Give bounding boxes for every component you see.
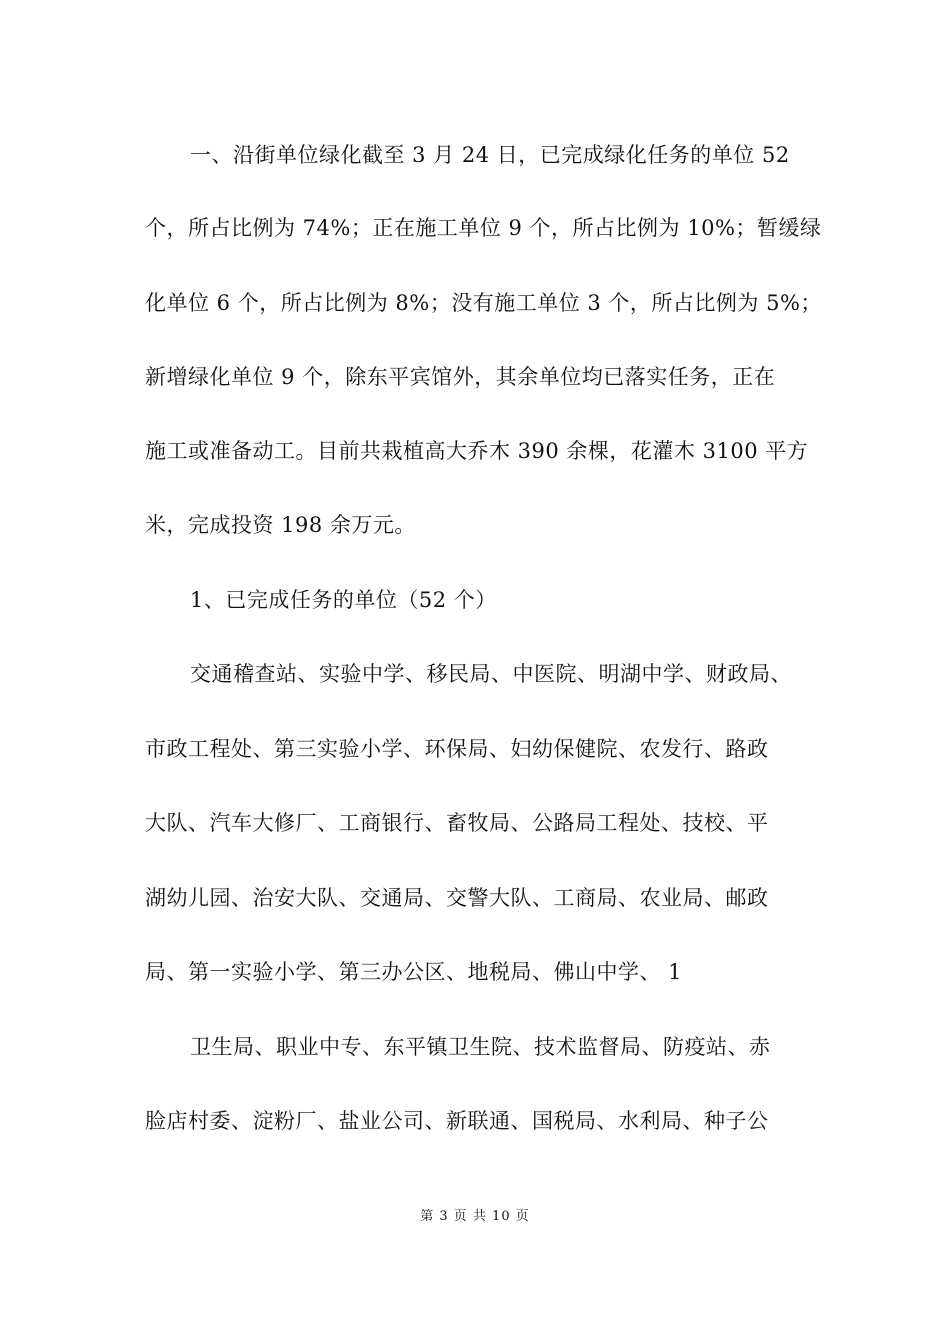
paragraph-1-line-1: 一、沿街单位绿化截至 3 月 24 日，已完成绿化任务的单位 52 [190, 143, 790, 167]
unit-list-line-5: 局、第一实验小学、第三办公区、地税局、佛山中学、 1 [145, 960, 683, 984]
page-number-footer: 第 3 页 共 10 页 [420, 1209, 530, 1224]
unit-list-line-4: 湖幼儿园、治安大队、交通局、交警大队、工商局、农业局、邮政 [145, 886, 769, 910]
paragraph-1-line-2: 个，所占比例为 74%；正在施工单位 9 个，所占比例为 10%；暂缓绿 [145, 216, 822, 240]
section-heading-completed-units: 1、已完成任务的单位（52 个） [190, 588, 497, 612]
paragraph-1-line-4: 新增绿化单位 9 个，除东平宾馆外，其余单位均已落实任务，正在 [145, 365, 776, 389]
unit-list-2-line-1: 卫生局、职业中专、东平镇卫生院、技术监督局、防疫站、赤 [190, 1035, 771, 1059]
unit-list-2-line-2: 脸店村委、淀粉厂、盐业公司、新联通、国税局、水利局、种子公 [145, 1109, 769, 1133]
paragraph-1-line-5: 施工或准备动工。目前共栽植高大乔木 390 余棵，花灌木 3100 平方 [145, 439, 809, 463]
paragraph-1-line-6: 米，完成投资 198 余万元。 [145, 513, 416, 537]
paragraph-1-line-3: 化单位 6 个，所占比例为 8%；没有施工单位 3 个，所占比例为 5%； [145, 291, 822, 315]
unit-list-line-3: 大队、汽车大修厂、工商银行、畜牧局、公路局工程处、技校、平 [145, 811, 769, 835]
unit-list-line-2: 市政工程处、第三实验小学、环保局、妇幼保健院、农发行、路政 [145, 737, 769, 761]
unit-list-line-1: 交通稽查站、实验中学、移民局、中医院、明湖中学、财政局、 [190, 662, 792, 686]
